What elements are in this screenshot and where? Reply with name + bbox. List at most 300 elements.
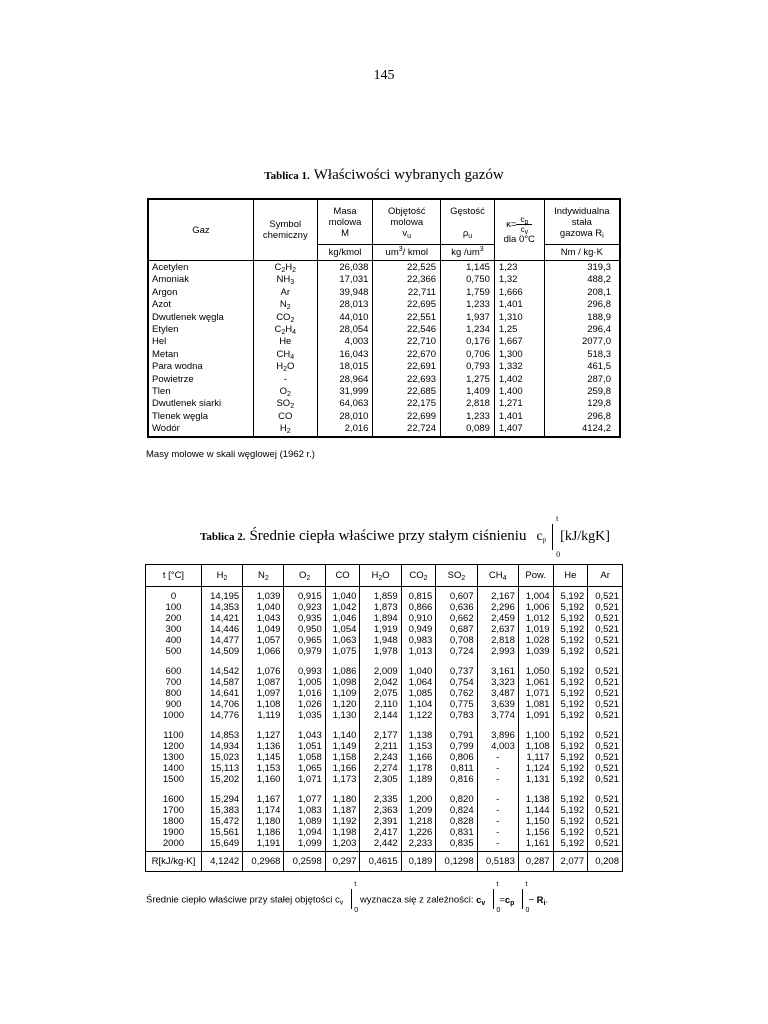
cp-value-cell: 1,051 <box>284 741 325 752</box>
cp-value-cell: 2,144 <box>360 710 401 721</box>
cp-value-cell: 1,012 <box>518 613 553 624</box>
cp-value-cell: 0,831 <box>436 827 477 838</box>
cp-value-cell: 1,085 <box>401 688 436 699</box>
cp-value-cell: 1,203 <box>325 838 360 852</box>
cp-value-cell: 1,150 <box>518 816 553 827</box>
cp-value-cell: - <box>477 752 518 763</box>
gas-symbol: - <box>253 374 317 386</box>
table2-row <box>146 816 623 827</box>
gas-kappa: 1,407 <box>494 423 544 436</box>
gap-cell <box>553 657 588 666</box>
cp-value-cell: 1,156 <box>518 827 553 838</box>
r-value-cell: 0,297 <box>325 852 360 872</box>
gap-cell <box>436 721 477 730</box>
table1-caption <box>0 166 768 184</box>
cp-value-cell: 1,054 <box>325 624 360 635</box>
table2-row <box>146 838 623 852</box>
gas-name: Amoniak <box>148 274 253 286</box>
gas-symbol: $NH_3$ <box>253 274 317 286</box>
gas-constant: 488,2 <box>587 274 611 286</box>
gap-cell <box>325 785 360 794</box>
table2-caption-label: Tablica 2. <box>200 531 246 544</box>
cp-value-cell: 14,706 <box>201 699 242 710</box>
gas-name: Para wodna <box>148 361 253 373</box>
cp-value-cell: 1,039 <box>243 587 284 603</box>
cp-value-cell: 15,023 <box>201 752 242 763</box>
gap-cell <box>553 785 588 794</box>
temperature-cell: 100 <box>146 602 202 613</box>
table2-caption-title: Średnie ciepła właściwe przy stałym ciśnieniu <box>249 528 527 545</box>
cp-value-cell: 2,296 <box>477 602 518 613</box>
gas-density: 1,275 <box>441 374 495 386</box>
gas-name: Acetylen <box>148 261 253 275</box>
unit-objetosc: $um^3/$ kmol <box>373 245 441 261</box>
table2-header-cell: t [°C] <box>146 565 202 587</box>
table2-header-cell: $H_2O$ <box>360 565 401 587</box>
table2-header-cell: $N_2$ <box>243 565 284 587</box>
gas-properties-body <box>148 261 620 437</box>
cp-value-cell: 1,180 <box>243 816 284 827</box>
gas-symbol: $O_2$ <box>253 386 317 398</box>
gas-molar-volume: 22,551 <box>373 312 441 324</box>
cp-value-cell: 1,873 <box>360 602 401 613</box>
gas-symbol: $C_2H_4$ <box>253 324 317 336</box>
gas-constant: 296,8 <box>587 410 611 422</box>
table2-row <box>146 794 623 805</box>
cp-value-cell: 0,708 <box>436 635 477 646</box>
cp-value-cell: 1,063 <box>325 635 360 646</box>
gas-constant: 2077,0 <box>581 336 611 348</box>
gas-molar-volume: 22,366 <box>373 274 441 286</box>
gas-density: 2,818 <box>441 398 495 410</box>
gap-cell <box>401 785 436 794</box>
cp-value-cell: 1,065 <box>284 763 325 774</box>
table2-header-cell: $O_2$ <box>284 565 325 587</box>
cp-value-cell: 5,192 <box>553 752 588 763</box>
gas-molar-mass: 31,999 <box>317 386 373 398</box>
table1-caption-label: Tablica 1. <box>264 170 310 182</box>
cp-value-cell: 0,521 <box>595 710 619 721</box>
gas-molar-volume: 22,670 <box>373 349 441 361</box>
cp-value-cell: 0,521 <box>595 805 619 816</box>
gas-density: 0,176 <box>441 336 495 348</box>
gas-constant: 188,9 <box>587 311 611 323</box>
temperature-cell: 1700 <box>146 805 202 816</box>
cp-value-cell: 1,081 <box>518 699 553 710</box>
gas-name: Wodór <box>148 423 253 436</box>
cp-value-cell: 1,043 <box>243 613 284 624</box>
cp-value-cell: 1,064 <box>401 677 436 688</box>
cp-value-cell: 0,521 <box>595 752 619 763</box>
cp-value-cell: 1,919 <box>360 624 401 635</box>
header-symbol: Symbol chemiczny <box>253 199 317 261</box>
cp-value-cell: 2,442 <box>360 838 401 852</box>
gap-cell <box>401 657 436 666</box>
cp-value-cell: 1,013 <box>401 646 436 657</box>
cp-value-cell: 1,119 <box>243 710 284 721</box>
gap-cell <box>325 657 360 666</box>
gas-molar-mass: 28,013 <box>317 299 373 311</box>
cp-value-cell: 15,649 <box>201 838 242 852</box>
cp-value-cell: - <box>477 805 518 816</box>
cp-value-cell: 1,226 <box>401 827 436 838</box>
cp-value-cell: 0,799 <box>436 741 477 752</box>
cp-value-cell: 1,061 <box>518 677 553 688</box>
temperature-cell: 1800 <box>146 816 202 827</box>
gap-cell <box>477 657 518 666</box>
table2-row <box>146 624 623 635</box>
cp-value-cell: 0,521 <box>595 635 619 646</box>
table2-row <box>146 827 623 838</box>
cp-value-cell: 1,019 <box>518 624 553 635</box>
cp-value-cell: 1,077 <box>284 794 325 805</box>
gas-symbol: $CH_4$ <box>253 349 317 361</box>
cp-value-cell: 0,521 <box>595 730 619 741</box>
cp-value-cell: 1,086 <box>325 666 360 677</box>
gas-kappa: 1,666 <box>494 287 544 299</box>
header-gaz: Gaz <box>148 199 253 261</box>
cp-value-cell: 15,472 <box>201 816 242 827</box>
gas-molar-mass: 28,010 <box>317 411 373 423</box>
gas-row <box>148 287 620 299</box>
gas-molar-mass: 64,063 <box>317 398 373 410</box>
gap-cell <box>201 785 242 794</box>
cp-value-cell: 14,587 <box>201 677 242 688</box>
cp-value-cell: 0,636 <box>436 602 477 613</box>
cp-value-cell: 2,335 <box>360 794 401 805</box>
cp-value-cell: 0,521 <box>595 827 619 838</box>
gas-molar-mass: 2,016 <box>317 423 373 436</box>
gas-row <box>148 398 620 410</box>
gas-kappa: 1,400 <box>494 386 544 398</box>
cp-value-cell: 0,993 <box>284 666 325 677</box>
cp-value-cell: 0,521 <box>595 763 619 774</box>
cp-value-cell: 14,421 <box>201 613 242 624</box>
gas-name: Dwutlenek węgla <box>148 312 253 324</box>
cp-value-cell: 0,983 <box>401 635 436 646</box>
cp-value-cell: 1,026 <box>284 699 325 710</box>
gas-molar-mass: 26,038 <box>317 261 373 275</box>
header-objetosc: Objętość molowa $v_u$ <box>373 199 441 245</box>
cp-value-cell: 0,521 <box>595 794 619 805</box>
cp-value-cell: 5,192 <box>553 741 588 752</box>
cp-value-cell: 0,662 <box>436 613 477 624</box>
temperature-cell: 1300 <box>146 752 202 763</box>
cp-value-cell: 0,806 <box>436 752 477 763</box>
table2-row <box>146 587 623 603</box>
gas-name: Hel <box>148 336 253 348</box>
table2-header-cell: $CO_2$ <box>401 565 436 587</box>
cp-value-cell: 5,192 <box>553 794 588 805</box>
gas-kappa: 1,32 <box>494 274 544 286</box>
cp-value-cell: 0,965 <box>284 635 325 646</box>
cp-value-cell: 14,509 <box>201 646 242 657</box>
cp-value-cell: 2,305 <box>360 774 401 785</box>
gas-molar-volume: 22,693 <box>373 374 441 386</box>
cp-value-cell: 5,192 <box>553 730 588 741</box>
gap-cell <box>243 721 284 730</box>
cp-value-cell: 15,561 <box>201 827 242 838</box>
cp-value-cell: 1,099 <box>284 838 325 852</box>
specific-heat-table <box>145 564 623 872</box>
table2-header-row <box>146 565 623 587</box>
cp-value-cell: 1,191 <box>243 838 284 852</box>
gas-name: Tlen <box>148 386 253 398</box>
gap-cell <box>436 657 477 666</box>
gas-row <box>148 336 620 348</box>
cp-value-cell: 1,122 <box>401 710 436 721</box>
gas-constant: 296,8 <box>587 299 611 311</box>
cp-value-cell: 1,035 <box>284 710 325 721</box>
table2-row <box>146 741 623 752</box>
cp-value-cell: 1,066 <box>243 646 284 657</box>
table2-row <box>146 774 623 785</box>
cp-value-cell: 0,923 <box>284 602 325 613</box>
gas-molar-volume: 22,699 <box>373 411 441 423</box>
table2-row <box>146 699 623 710</box>
cp-value-cell: - <box>477 763 518 774</box>
gas-name: Metan <box>148 349 253 361</box>
cp-value-cell: 1,189 <box>401 774 436 785</box>
r-label-cell: R[kJ/kg·K] <box>146 852 202 872</box>
table1-footnote: Masy molowe w skali węglowej (1962 r.) <box>146 449 315 460</box>
gas-density: 0,750 <box>441 274 495 286</box>
gas-name: Dwutlenek siarki <box>148 398 253 410</box>
cp-value-cell: 1,209 <box>401 805 436 816</box>
cp-value-cell: 1,218 <box>401 816 436 827</box>
cp-value-cell: 1,158 <box>325 752 360 763</box>
cp-value-cell: 1,166 <box>325 763 360 774</box>
gap-cell <box>477 721 518 730</box>
gas-molar-volume: 22,175 <box>373 398 441 410</box>
gas-molar-mass: 39,948 <box>317 287 373 299</box>
cp-value-cell: 0,979 <box>284 646 325 657</box>
gas-row <box>148 374 620 386</box>
cp-value-cell: - <box>477 774 518 785</box>
cp-value-cell: 1,124 <box>518 763 553 774</box>
cp-value-cell: 1,180 <box>325 794 360 805</box>
cp-value-cell: - <box>477 794 518 805</box>
gas-density: 0,089 <box>441 423 495 436</box>
temperature-cell: 1400 <box>146 763 202 774</box>
cp-value-cell: 5,192 <box>553 805 588 816</box>
cp-value-cell: 0,754 <box>436 677 477 688</box>
cp-value-cell: 1,042 <box>325 602 360 613</box>
cp-value-cell: 1,144 <box>518 805 553 816</box>
gas-kappa: 1,310 <box>494 312 544 324</box>
gas-name: Argon <box>148 287 253 299</box>
gas-name: Powietrze <box>148 374 253 386</box>
cp-value-cell: 1,131 <box>518 774 553 785</box>
page-number: 145 <box>373 68 395 83</box>
gas-kappa: 1,300 <box>494 349 544 361</box>
cp-value-cell: 4,003 <box>477 741 518 752</box>
cp-value-cell: 1,098 <box>325 677 360 688</box>
gap-cell <box>146 785 202 794</box>
gas-row <box>148 312 620 324</box>
gas-molar-volume: 22,685 <box>373 386 441 398</box>
cp-value-cell: 1,166 <box>401 752 436 763</box>
cp-value-cell: 5,192 <box>553 827 588 838</box>
gas-constant: 129,8 <box>587 398 611 410</box>
cp-value-cell: 1,039 <box>518 646 553 657</box>
cp-value-cell: 2,243 <box>360 752 401 763</box>
cp-value-cell: 1,071 <box>284 774 325 785</box>
gas-density: 0,793 <box>441 361 495 373</box>
cp-value-cell: 1,108 <box>518 741 553 752</box>
gas-row <box>148 274 620 286</box>
cp-value-cell: 0,521 <box>595 838 619 849</box>
gas-constant: 4124,2 <box>581 423 611 435</box>
gas-density: 1,409 <box>441 386 495 398</box>
cp-value-cell: 15,294 <box>201 794 242 805</box>
temperature-cell: 0 <box>146 587 202 603</box>
cp-value-cell: 1,091 <box>518 710 553 721</box>
cp-value-cell: 2,211 <box>360 741 401 752</box>
temperature-cell: 900 <box>146 699 202 710</box>
cp-value-cell: 0,816 <box>436 774 477 785</box>
cp-value-cell: 14,853 <box>201 730 242 741</box>
cp-value-cell: 0,935 <box>284 613 325 624</box>
cp-value-cell: 0,820 <box>436 794 477 805</box>
gap-cell <box>325 721 360 730</box>
gap-cell <box>588 785 623 794</box>
temperature-cell: 1100 <box>146 730 202 741</box>
cp-value-cell: 5,192 <box>553 763 588 774</box>
r-value-cell: 4,1242 <box>201 852 242 872</box>
cp-value-cell: 0,815 <box>401 587 436 603</box>
cp-value-cell: 5,192 <box>553 838 588 852</box>
temperature-cell: 1500 <box>146 774 202 785</box>
cp-value-cell: 0,724 <box>436 646 477 657</box>
cp-value-cell: 3,639 <box>477 699 518 710</box>
gap-cell <box>588 657 623 666</box>
table2-row <box>146 635 623 646</box>
cp-value-cell: 14,934 <box>201 741 242 752</box>
table2-row <box>146 730 623 741</box>
gap-cell <box>146 657 202 666</box>
gas-symbol: $H_2O$ <box>253 361 317 373</box>
cp-value-cell: 0,521 <box>595 699 619 710</box>
cp-value-cell: 3,161 <box>477 666 518 677</box>
gas-molar-mass: 18,015 <box>317 361 373 373</box>
temperature-cell: 700 <box>146 677 202 688</box>
gas-molar-mass: 44,010 <box>317 312 373 324</box>
gas-symbol: $CO_2$ <box>253 312 317 324</box>
cp-value-cell: 0,521 <box>595 624 619 635</box>
cp-value-cell: 3,323 <box>477 677 518 688</box>
cp-value-cell: 1,140 <box>325 730 360 741</box>
cp-value-cell: 5,192 <box>553 710 588 721</box>
cp-value-cell: 2,042 <box>360 677 401 688</box>
cp-value-cell: 0,521 <box>595 591 619 602</box>
cp-value-cell: 1,089 <box>284 816 325 827</box>
gas-molar-mass: 28,964 <box>317 374 373 386</box>
temperature-cell: 300 <box>146 624 202 635</box>
cp-value-cell: 1,167 <box>243 794 284 805</box>
r-value-cell: 0,189 <box>401 852 436 872</box>
cp-value-cell: 1,050 <box>518 666 553 677</box>
gap-cell <box>553 721 588 730</box>
cp-value-cell: 5,192 <box>553 624 588 635</box>
gas-constant: 518,3 <box>587 348 611 360</box>
gas-molar-mass: 17,031 <box>317 274 373 286</box>
cp-value-cell: 0,791 <box>436 730 477 741</box>
cp-value-cell: 1,859 <box>360 587 401 603</box>
gas-symbol: Ar <box>253 287 317 299</box>
cp-value-cell: 3,487 <box>477 688 518 699</box>
gas-row <box>148 261 620 275</box>
gap-cell <box>360 721 401 730</box>
cp-value-cell: 1,130 <box>325 710 360 721</box>
cp-value-cell: 1,136 <box>243 741 284 752</box>
cp-value-cell: 15,202 <box>201 774 242 785</box>
table2-header-cell: $H_2$ <box>201 565 242 587</box>
cp-value-cell: 2,363 <box>360 805 401 816</box>
r-value-cell: 0,208 <box>588 852 623 872</box>
cp-value-cell: 1,160 <box>243 774 284 785</box>
gap-cell <box>243 657 284 666</box>
gap-cell <box>518 657 553 666</box>
cp-value-cell: 0,835 <box>436 838 477 852</box>
gap-cell <box>518 721 553 730</box>
cp-value-cell: 1,948 <box>360 635 401 646</box>
cp-value-cell: 5,192 <box>553 816 588 827</box>
gas-molar-mass: 28,054 <box>317 324 373 336</box>
gas-molar-volume: 22,691 <box>373 361 441 373</box>
cp-value-cell: 1,117 <box>518 752 553 763</box>
gas-row <box>148 299 620 311</box>
cp-value-cell: 14,195 <box>201 587 242 603</box>
gas-row <box>148 324 620 336</box>
cp-value-cell: 1,071 <box>518 688 553 699</box>
gas-density: 0,706 <box>441 349 495 361</box>
cp-value-cell: 0,866 <box>401 602 436 613</box>
gas-row <box>148 423 620 436</box>
gas-name: Tlenek węgla <box>148 411 253 423</box>
table2-row <box>146 646 623 657</box>
gas-constant: 319,3 <box>544 261 620 275</box>
cp-value-cell: 2,459 <box>477 613 518 624</box>
cp-value-cell: 1,108 <box>243 699 284 710</box>
cp-value-cell: 1,127 <box>243 730 284 741</box>
cp-value-cell: 14,353 <box>201 602 242 613</box>
gas-kappa: 1,402 <box>494 374 544 386</box>
cp-value-cell: 2,274 <box>360 763 401 774</box>
cp-value-cell: 1,178 <box>401 763 436 774</box>
unit-gestosc: kg $/um^3$ <box>441 245 495 261</box>
gas-kappa: 1,271 <box>494 398 544 410</box>
cp-value-cell: 1,174 <box>243 805 284 816</box>
cp-value-cell: 0,521 <box>595 666 619 677</box>
gas-symbol: CO <box>253 411 317 423</box>
cp-value-cell: 1,200 <box>401 794 436 805</box>
cp-value-cell: 1,978 <box>360 646 401 657</box>
cp-value-cell: 1,058 <box>284 752 325 763</box>
gap-cell <box>201 657 242 666</box>
gas-kappa: 1,25 <box>494 324 544 336</box>
cp-value-cell: - <box>477 816 518 827</box>
gas-symbol: $H_2$ <box>253 423 317 436</box>
cp-value-cell: 1,186 <box>243 827 284 838</box>
temperature-cell: 2000 <box>146 838 202 852</box>
cp-value-cell: 1,076 <box>243 666 284 677</box>
gas-density: 1,233 <box>441 299 495 311</box>
gas-symbol: $SO_2$ <box>253 398 317 410</box>
gas-kappa: 1,401 <box>494 299 544 311</box>
gap-cell <box>436 785 477 794</box>
temperature-cell: 500 <box>146 646 202 657</box>
